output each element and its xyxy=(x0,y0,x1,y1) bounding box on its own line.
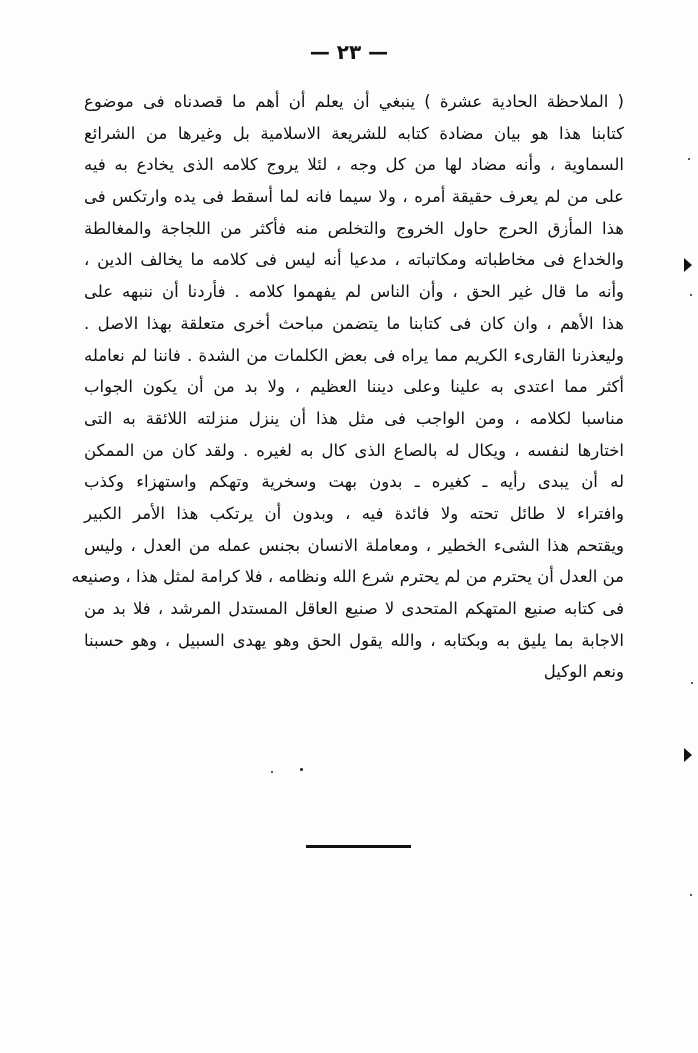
body-text xyxy=(71,86,624,688)
text-line: وليعذرنا القارىء الكريم مما يراه فى بعض الكلمات من الشدة . فاننا لم نعامله xyxy=(84,345,624,365)
text-line: مناسبا لكلامه ، ومن الواجب فى مثل هذا أن ينزل منزلته اللائقة به التى xyxy=(84,408,624,428)
scan-speck xyxy=(690,294,692,296)
margin-mark xyxy=(684,258,692,272)
text-line: اختارها لنفسه ، ويكال له بالصاع الذى كال به لغيره . ولقد كان من الممكن xyxy=(84,440,624,460)
text-line: هذا الأهم ، وان كان فى كتابنا ما يتضمن مباحث أخرى متعلقة بهذا الاصل . xyxy=(84,313,624,333)
scan-speck xyxy=(300,768,303,771)
page-number: — ٢٣ — xyxy=(309,40,389,64)
text-line: على من لم يعرف حقيقة أمره ، ولا سيما فانه لما أسقط فى يده وارتكس فى xyxy=(84,187,624,207)
text-line: الاجابة بما يليق به وبكتابه ، والله يقول الحق وهو يهدى السبيل ، وهو حسبنا xyxy=(84,630,624,650)
text-line-last: ونعم الوكيل xyxy=(543,662,624,682)
text-line: السماوية ، وأنه مضاد لها من كل وجه ، لئلا يروج كلامه الذى يخادع به فيه xyxy=(84,155,624,175)
text-line: وافتراء لا طائل تحته ولا فائدة فيه ، وبدون أن يرتكب هذا الأمر الكبير xyxy=(84,503,624,523)
text-line: له أن يبدى رأيه ـ كغيره ـ بدون بهت وسخرية وتهكم واستهزاء وكذب xyxy=(84,472,624,492)
text-line: ويقتحم هذا الشىء الخطير ، ومعاملة الانسان بجنس عمله من العدل ، وليس xyxy=(84,535,624,555)
text-line: من العدل أن يحترم من لم يحترم شرع الله ونظامه ، فلا كرامة لمثل هذا ، وصنيعه xyxy=(71,567,624,587)
scan-speck xyxy=(688,158,690,160)
text-line: وأنه ما قال غير الحق ، وأن الناس لم يفهموا كلامه . فأردنا أن ننبهه على xyxy=(84,282,624,302)
text-line: كتابنا هذا هو بيان مضادة كتابه للشريعة الاسلامية بل وغيرها من الشرائع xyxy=(84,123,624,143)
end-rule xyxy=(306,845,411,848)
text-line: ( الملاحظة الحادية عشرة ) ينبغي أن يعلم أن أهم ما قصدناه فى موضوع xyxy=(84,92,624,111)
text-line: هذا المأزق الحرج حاول الخروج والتخلص منه فأكثر من اللجاجة والمغالطة xyxy=(84,218,624,238)
text-line: والخداع فى مخاطباته ومكاتباته ، مدعيا أنه ليس فى كلامه ما يخالف الدين ، xyxy=(84,250,624,270)
scan-speck xyxy=(691,682,693,684)
scan-speck xyxy=(690,894,692,896)
scan-speck xyxy=(271,771,273,773)
text-line: أكثر مما اعتدى به علينا وعلى ديننا العظيم ، ولا بد من أن يكون الجواب xyxy=(84,377,624,397)
text-line: فى كتابه صنيع المتهكم المتحدى لا صنيع العاقل المستدل المرشد ، فلا بد من xyxy=(84,599,624,618)
margin-mark xyxy=(684,748,692,762)
